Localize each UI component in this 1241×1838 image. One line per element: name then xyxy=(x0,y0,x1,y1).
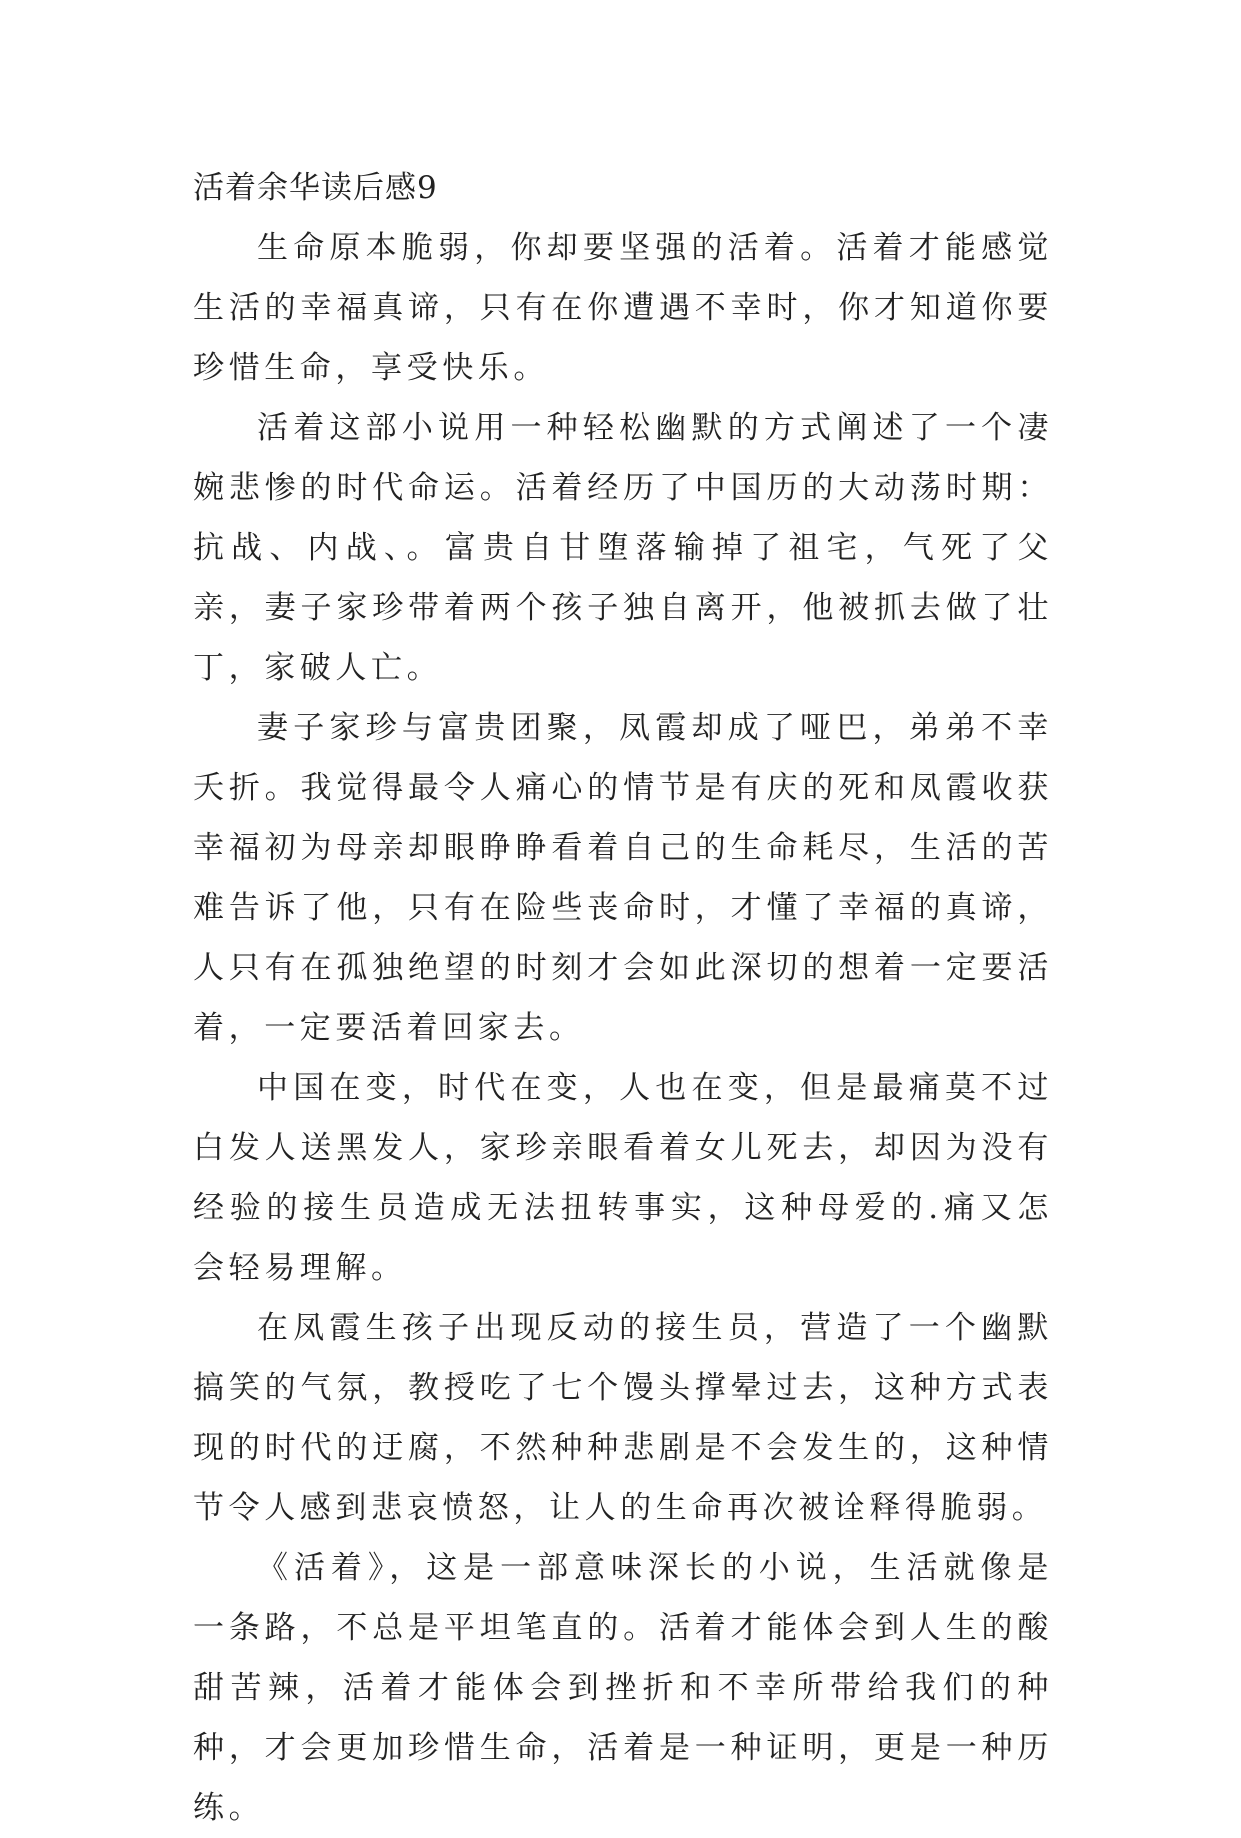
paragraph-1: 生命原本脆弱，你却要坚强的活着。活着才能感觉生活的幸福真谛，只有在你遭遇不幸时，你才知道你要珍惜生命，享受快乐。 xyxy=(193,230,1053,386)
document-title: 活着余华读后感9 xyxy=(193,170,438,206)
paragraph-3: 妻子家珍与富贵团聚，凤霞却成了哑巴，弟弟不幸夭折。我觉得最令人痛心的情节是有庆的死和凤霞收获幸福初为母亲却眼睁睁看着自己的生命耗尽，生活的苦难告诉了他，只有在险些丧命时，才懂了幸福的真谛，人只有在孤独绝望的时刻才会如此深切的想着一定要活着，一定要活着回家去。 xyxy=(193,710,1053,1046)
paragraph-4: 中国在变，时代在变，人也在变，但是最痛莫不过白发人送黑发人，家珍亲眼看着女儿死去，却因为没有经验的接生员造成无法扭转事实，这种母爱的.痛又怎会轻易理解。 xyxy=(193,1070,1053,1286)
paragraph-5: 在凤霞生孩子出现反动的接生员，营造了一个幽默搞笑的气氛，教授吃了七个馒头撑晕过去，这种方式表现的时代的迂腐，不然种种悲剧是不会发生的，这种情节令人感到悲哀愤怒，让人的生命再次被诠释得脆弱。 xyxy=(193,1310,1053,1526)
paragraph-2: 活着这部小说用一种轻松幽默的方式阐述了一个凄婉悲惨的时代命运。活着经历了中国历的大动荡时期：抗战、内战、。富贵自甘堕落输掉了祖宅，气死了父亲，妻子家珍带着两个孩子独自离开，他被抓去做了壮丁，家破人亡。 xyxy=(193,410,1053,686)
paragraph-6: 《活着》，这是一部意味深长的小说，生活就像是一条路，不总是平坦笔直的。活着才能体会到人生的酸甜苦辣，活着才能体会到挫折和不幸所带给我们的种种，才会更加珍惜生命，活着是一种证明，更是一种历练。 xyxy=(193,1550,1053,1826)
document-body xyxy=(193,158,1053,1838)
